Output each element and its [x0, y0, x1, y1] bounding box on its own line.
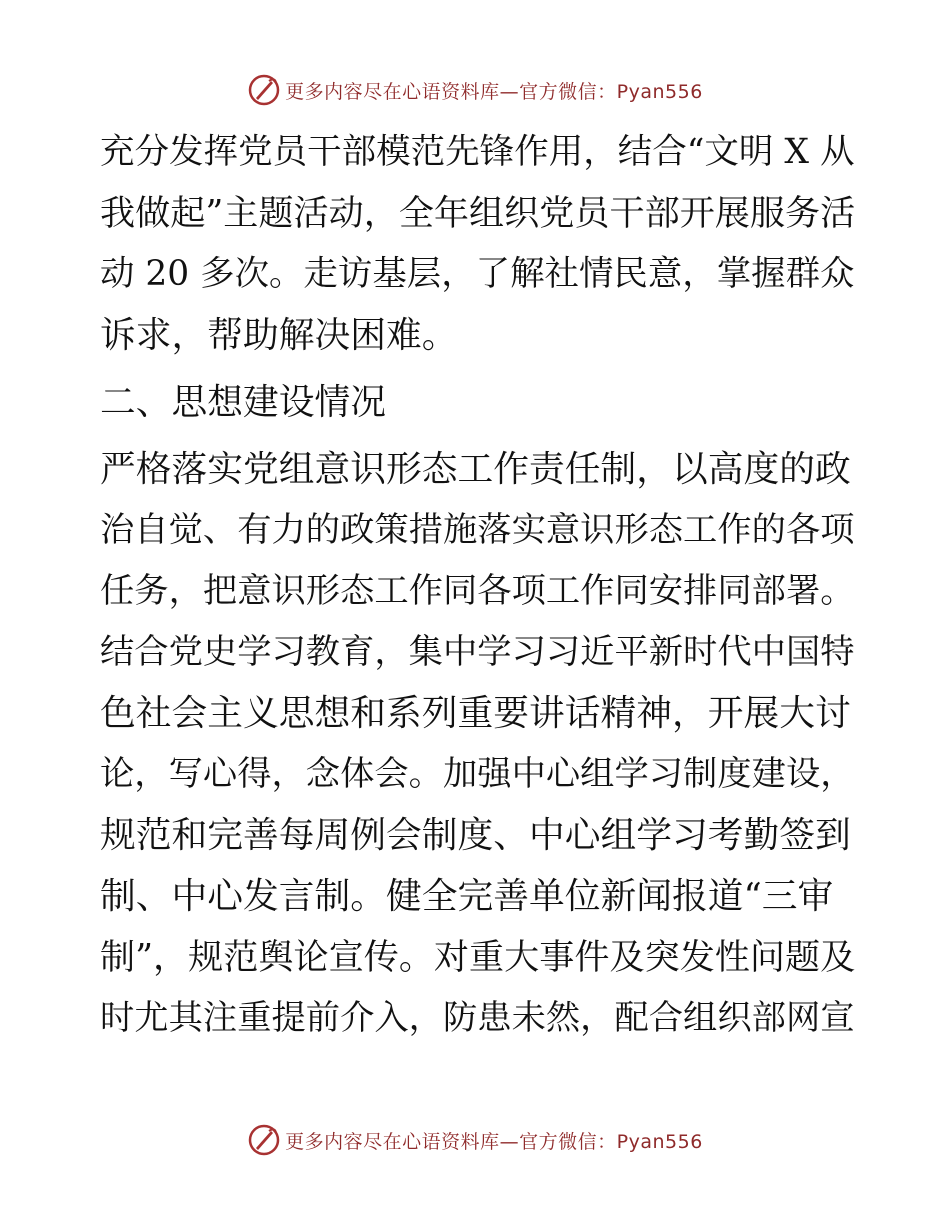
section-heading: 二、思想建设情况	[100, 382, 386, 423]
paragraph-line: 制”，规范舆论宣传。对重大事件及突发性问题及	[100, 937, 856, 978]
paragraph-line: 诉求，帮助解决困难。	[100, 315, 458, 356]
paragraph-line: 严格落实党组意识形态工作责任制，以高度的政	[100, 449, 851, 490]
paragraph-line: 任务，把意识形态工作同各项工作同安排同部署。	[100, 571, 855, 611]
paragraph-line: 论，写心得，念体会。加强中心组学习制度建设，	[100, 754, 855, 794]
quill-logo-icon	[247, 73, 281, 107]
footer-watermark	[0, 1120, 950, 1160]
paragraph-line: 制、中心发言制。健全完善单位新闻报道“三审	[100, 876, 834, 917]
paragraph-line: 充分发挥党员干部模范先锋作用，结合“文明 X 从	[100, 132, 855, 172]
quill-logo-icon	[247, 1123, 281, 1157]
paragraph-line: 色社会主义思想和系列重要讲话精神，开展大讨	[100, 693, 851, 734]
paragraph-line: 时尤其注重提前介入，防患未然，配合组织部网宣	[100, 998, 855, 1038]
paragraph-line: 我做起”主题活动，全年组织党员干部开展服务活	[100, 193, 856, 234]
watermark-text: 更多内容尽在心语资料库—官方微信：Pyan556	[285, 80, 703, 103]
paragraph-line: 结合党史学习教育，集中学习习近平新时代中国特	[100, 632, 855, 672]
paragraph-line: 规范和完善每周例会制度、中心组学习考勤签到	[100, 815, 851, 856]
header-watermark	[0, 70, 950, 110]
paragraph-line: 治自觉、有力的政策措施落实意识形态工作的各项	[100, 510, 855, 550]
document-body	[100, 122, 860, 1049]
paragraph-line: 动 20 多次。走访基层，了解社情民意，掌握群众	[100, 254, 855, 294]
watermark-text: 更多内容尽在心语资料库—官方微信：Pyan556	[285, 1130, 703, 1153]
